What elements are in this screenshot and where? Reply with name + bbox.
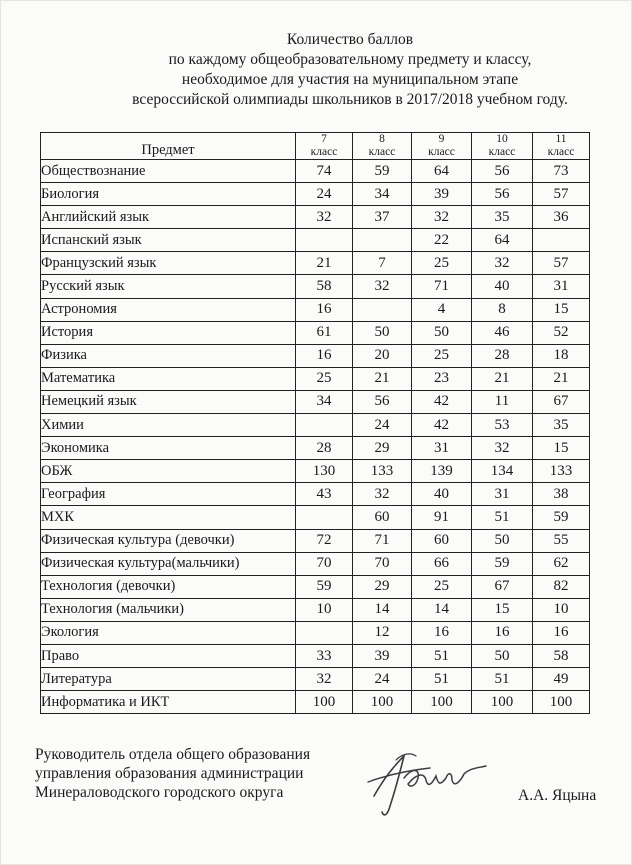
score-cell: 11 [472, 390, 533, 413]
class-number: 11 [555, 133, 567, 145]
score-cell: 74 [296, 160, 353, 183]
score-cell: 37 [353, 206, 412, 229]
score-cell: 15 [533, 437, 590, 460]
score-cell: 134 [472, 460, 533, 483]
score-cell: 51 [412, 668, 472, 691]
table-row [41, 529, 590, 552]
table-row [41, 390, 590, 413]
subject-column-header: Предмет [41, 133, 296, 160]
score-cell: 39 [412, 183, 472, 206]
score-cell: 59 [296, 575, 353, 598]
score-cell: 64 [412, 160, 472, 183]
subject-name: Английский язык [41, 206, 296, 229]
score-cell: 33 [296, 644, 353, 667]
class-number: 9 [438, 133, 445, 145]
score-cell: 24 [353, 414, 412, 437]
class-word: класс [547, 146, 575, 158]
subject-name: Немецкий язык [41, 390, 296, 413]
score-cell: 55 [533, 529, 590, 552]
class-column-header [472, 133, 533, 160]
subject-name: Физическая культура(мальчики) [41, 552, 296, 575]
table-row [41, 483, 590, 506]
score-cell: 46 [472, 321, 533, 344]
table-row [41, 298, 590, 321]
score-cell: 31 [472, 483, 533, 506]
document-title [60, 30, 632, 110]
table-row [41, 206, 590, 229]
score-cell: 51 [412, 644, 472, 667]
subject-name: Химии [41, 414, 296, 437]
score-cell: 25 [412, 344, 472, 367]
score-cell: 42 [412, 390, 472, 413]
table-body [41, 160, 590, 714]
score-cell: 67 [533, 390, 590, 413]
score-cell: 72 [296, 529, 353, 552]
score-cell: 133 [353, 460, 412, 483]
score-cell [296, 621, 353, 644]
score-cell: 38 [533, 483, 590, 506]
score-cell: 42 [412, 414, 472, 437]
score-cell: 32 [353, 483, 412, 506]
score-cell: 61 [296, 321, 353, 344]
score-cell: 32 [353, 275, 412, 298]
score-cell: 12 [353, 621, 412, 644]
title-line-3: необходимое для участия на муниципальном этапе [181, 71, 519, 88]
table-row [41, 598, 590, 621]
score-cell: 59 [353, 160, 412, 183]
score-cell: 60 [412, 529, 472, 552]
table-row [41, 644, 590, 667]
subject-name: Литература [41, 668, 296, 691]
table-row [41, 460, 590, 483]
score-cell: 53 [472, 414, 533, 437]
score-cell: 31 [412, 437, 472, 460]
class-word: класс [368, 146, 396, 158]
subject-name: История [41, 321, 296, 344]
score-cell: 32 [296, 668, 353, 691]
score-cell: 35 [533, 414, 590, 437]
score-cell: 71 [412, 275, 472, 298]
class-number: 7 [321, 133, 327, 145]
table-row [41, 552, 590, 575]
score-cell: 16 [296, 298, 353, 321]
score-cell: 28 [296, 437, 353, 460]
title-line-1: Количество баллов [286, 31, 414, 48]
score-cell: 82 [533, 575, 590, 598]
score-cell: 25 [412, 575, 472, 598]
title-line-2: по каждому общеобразовательному предмету и классу, [168, 51, 532, 68]
table-row [41, 691, 590, 714]
score-cell: 50 [472, 529, 533, 552]
score-cell: 100 [296, 691, 353, 714]
score-cell: 24 [296, 183, 353, 206]
signer-position-line-3: Минераловодского городского округа [35, 784, 284, 801]
score-cell: 59 [533, 506, 590, 529]
score-cell: 52 [533, 321, 590, 344]
subject-name: Биология [41, 183, 296, 206]
signer-name: А.А. Яцына [518, 787, 597, 804]
class-column-header [296, 133, 353, 160]
class-column-header [412, 133, 472, 160]
score-cell: 40 [412, 483, 472, 506]
subject-name: Информатика и ИКТ [41, 691, 296, 714]
score-cell: 21 [353, 367, 412, 390]
score-cell: 100 [412, 691, 472, 714]
score-cell: 39 [353, 644, 412, 667]
subject-name: Право [41, 644, 296, 667]
score-cell: 25 [412, 252, 472, 275]
subject-name: ОБЖ [41, 460, 296, 483]
score-cell: 7 [353, 252, 412, 275]
score-cell [353, 298, 412, 321]
subject-name: Русский язык [41, 275, 296, 298]
score-cell: 91 [412, 506, 472, 529]
subject-name: Технология (девочки) [41, 575, 296, 598]
scores-table [40, 132, 590, 714]
handwritten-signature [360, 738, 500, 828]
score-cell: 56 [353, 390, 412, 413]
class-word: класс [488, 146, 516, 158]
subject-name: Обществознание [41, 160, 296, 183]
class-number: 8 [379, 133, 385, 145]
title-line-4: всероссийской олимпиады школьников в 2017/2018 учебном году. [132, 91, 568, 108]
score-cell: 67 [472, 575, 533, 598]
table-row [41, 621, 590, 644]
score-cell: 56 [472, 160, 533, 183]
score-cell: 70 [353, 552, 412, 575]
score-cell: 22 [412, 229, 472, 252]
score-cell: 4 [412, 298, 472, 321]
subject-name: Физическая культура (девочки) [41, 529, 296, 552]
score-cell: 50 [472, 644, 533, 667]
table-row [41, 252, 590, 275]
score-cell [296, 506, 353, 529]
subject-name: Французский язык [41, 252, 296, 275]
score-cell: 40 [472, 275, 533, 298]
score-cell: 130 [296, 460, 353, 483]
score-cell: 50 [412, 321, 472, 344]
class-word: класс [310, 146, 338, 158]
score-cell: 16 [296, 344, 353, 367]
table-row [41, 344, 590, 367]
score-cell: 36 [533, 206, 590, 229]
score-cell: 66 [412, 552, 472, 575]
table-row [41, 321, 590, 344]
score-cell: 59 [472, 552, 533, 575]
score-cell: 56 [472, 183, 533, 206]
table-row [41, 367, 590, 390]
score-cell: 18 [533, 344, 590, 367]
score-cell: 28 [472, 344, 533, 367]
score-cell: 58 [533, 644, 590, 667]
subject-name: Экономика [41, 437, 296, 460]
table-row [41, 229, 590, 252]
class-word: класс [428, 146, 455, 158]
score-cell: 71 [353, 529, 412, 552]
signer-position-line-1: Руководитель отдела общего образования [35, 746, 311, 763]
table-row [41, 668, 590, 691]
score-cell: 139 [412, 460, 472, 483]
score-cell: 23 [412, 367, 472, 390]
score-cell [353, 229, 412, 252]
score-cell: 57 [533, 252, 590, 275]
table-row [41, 275, 590, 298]
subject-name: География [41, 483, 296, 506]
score-cell: 49 [533, 668, 590, 691]
score-cell: 16 [533, 621, 590, 644]
score-cell: 32 [472, 437, 533, 460]
score-cell: 70 [296, 552, 353, 575]
score-cell: 51 [472, 668, 533, 691]
score-cell: 32 [472, 252, 533, 275]
score-cell: 32 [412, 206, 472, 229]
score-cell: 43 [296, 483, 353, 506]
score-cell: 14 [412, 598, 472, 621]
score-cell: 29 [353, 575, 412, 598]
score-cell: 21 [533, 367, 590, 390]
score-cell: 31 [533, 275, 590, 298]
score-cell: 10 [533, 598, 590, 621]
score-cell: 25 [296, 367, 353, 390]
subject-name: Технология (мальчики) [41, 598, 296, 621]
table-header-row [41, 133, 590, 160]
subject-name: Физика [41, 344, 296, 367]
score-cell: 14 [353, 598, 412, 621]
score-cell: 32 [296, 206, 353, 229]
table-row [41, 414, 590, 437]
score-cell [296, 229, 353, 252]
score-cell: 133 [533, 460, 590, 483]
score-cell: 8 [472, 298, 533, 321]
table-row [41, 506, 590, 529]
score-cell: 34 [296, 390, 353, 413]
table-row [41, 437, 590, 460]
score-cell: 57 [533, 183, 590, 206]
score-cell: 16 [472, 621, 533, 644]
class-column-header [353, 133, 412, 160]
score-cell: 100 [472, 691, 533, 714]
table-row [41, 160, 590, 183]
score-cell: 16 [412, 621, 472, 644]
subject-name: Испанский язык [41, 229, 296, 252]
score-cell: 24 [353, 668, 412, 691]
score-cell: 35 [472, 206, 533, 229]
score-cell: 21 [472, 367, 533, 390]
score-cell: 10 [296, 598, 353, 621]
score-cell: 100 [533, 691, 590, 714]
score-cell: 51 [472, 506, 533, 529]
score-cell [296, 414, 353, 437]
class-number: 10 [496, 133, 508, 145]
score-cell: 62 [533, 552, 590, 575]
score-cell: 60 [353, 506, 412, 529]
score-cell: 100 [353, 691, 412, 714]
subject-name: Астрономия [41, 298, 296, 321]
score-cell: 34 [353, 183, 412, 206]
score-cell [533, 229, 590, 252]
subject-name: МХК [41, 506, 296, 529]
score-cell: 15 [533, 298, 590, 321]
score-cell: 21 [296, 252, 353, 275]
score-cell: 64 [472, 229, 533, 252]
score-cell: 20 [353, 344, 412, 367]
signer-position-line-2: управления образования администрации [35, 765, 304, 782]
subject-name: Математика [41, 367, 296, 390]
score-cell: 73 [533, 160, 590, 183]
table-row [41, 183, 590, 206]
score-cell: 15 [472, 598, 533, 621]
signature-block [35, 745, 310, 802]
score-cell: 29 [353, 437, 412, 460]
class-column-header [533, 133, 590, 160]
table-row [41, 575, 590, 598]
subject-name: Экология [41, 621, 296, 644]
score-cell: 58 [296, 275, 353, 298]
score-cell: 50 [353, 321, 412, 344]
